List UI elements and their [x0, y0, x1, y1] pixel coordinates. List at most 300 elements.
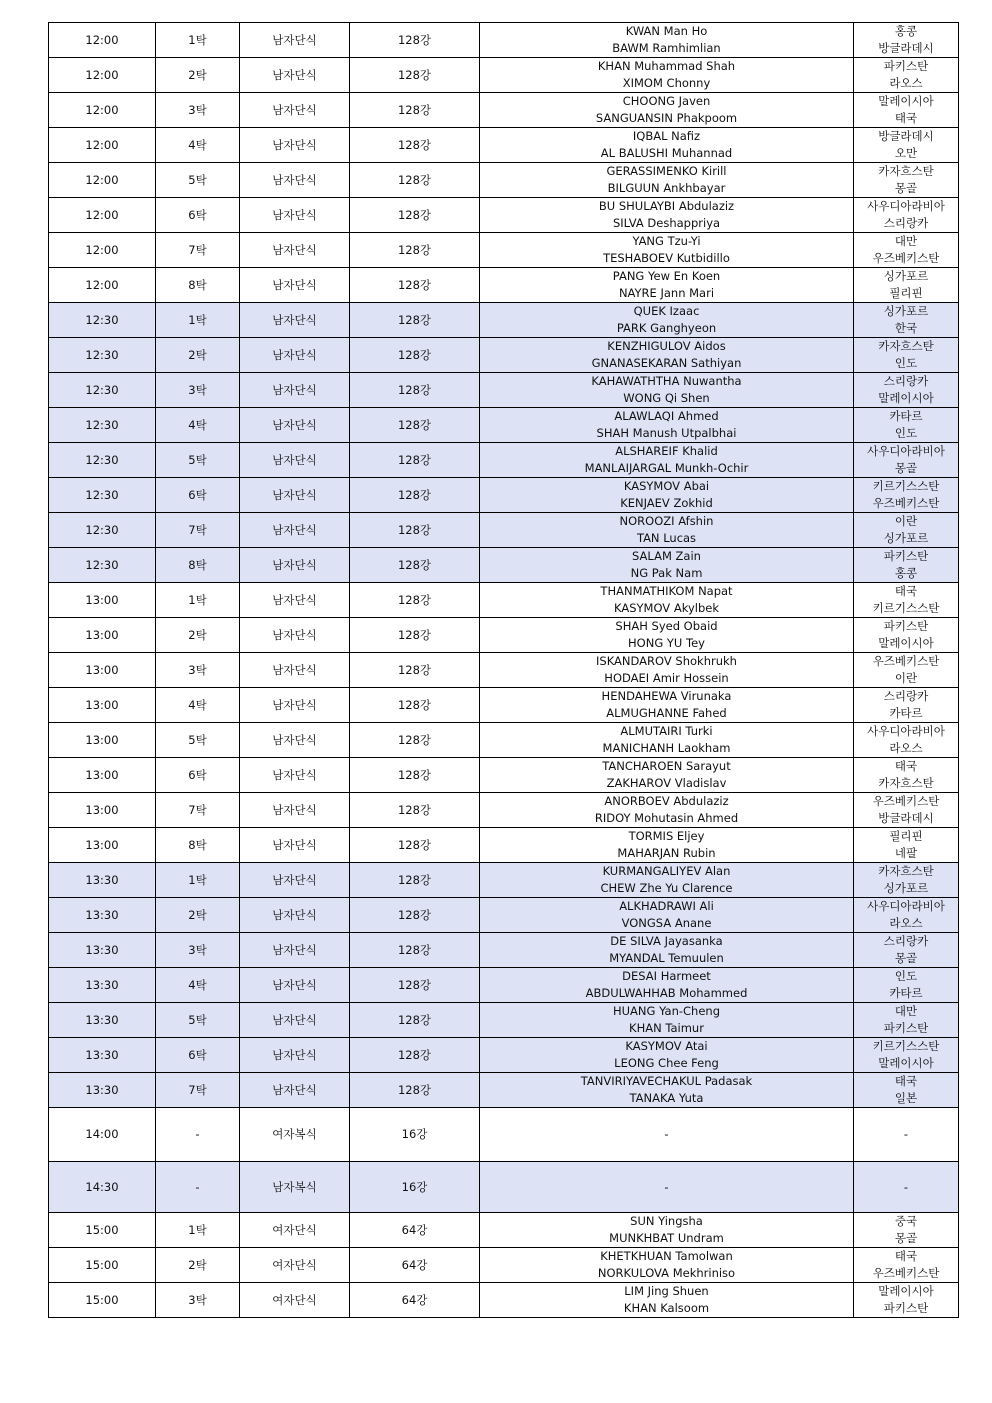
players-cell	[480, 723, 854, 758]
table-number-cell: 3탁	[156, 1283, 240, 1318]
time-cell: 14:30	[49, 1162, 156, 1213]
country-2: 태국	[894, 111, 918, 125]
time-cell: 12:30	[49, 513, 156, 548]
table-number-cell: 6탁	[156, 758, 240, 793]
country-1: 말레이시아	[878, 94, 934, 108]
player-2: RIDOY Mohutasin Ahmed	[594, 811, 739, 825]
round-cell: 128강	[350, 723, 480, 758]
player-2: NAYRE Jann Mari	[618, 286, 715, 300]
match-schedule-table	[48, 22, 959, 1318]
table-row	[49, 163, 959, 198]
country-2: 파키스탄	[883, 1021, 929, 1035]
table-number-cell: 5탁	[156, 163, 240, 198]
table-number-cell: 6탁	[156, 1038, 240, 1073]
table-row	[49, 968, 959, 1003]
round-cell: 128강	[350, 933, 480, 968]
table-number-cell: 2탁	[156, 58, 240, 93]
player-2: SHAH Manush Utpalbhai	[596, 426, 737, 440]
table-row	[49, 478, 959, 513]
player-2: KHAN Taimur	[629, 1021, 704, 1035]
country-1: 이란	[894, 514, 918, 528]
time-cell: 13:30	[49, 968, 156, 1003]
player-2: PARK Ganghyeon	[616, 321, 717, 335]
player-1: KASYMOV Atai	[625, 1039, 708, 1053]
player-1: KHETKHUAN Tamolwan	[600, 1249, 733, 1263]
event-cell: 여자단식	[240, 1213, 350, 1248]
time-cell: 13:00	[49, 723, 156, 758]
country-2: 몽골	[894, 951, 918, 965]
table-row	[49, 793, 959, 828]
player-1: BU SHULAYBI Abdulaziz	[598, 199, 735, 213]
table-number-cell: 5탁	[156, 443, 240, 478]
round-cell: 128강	[350, 1038, 480, 1073]
country-1: 사우디아라비아	[867, 724, 945, 738]
player-2: GNANASEKARAN Sathiyan	[591, 356, 742, 370]
countries-cell	[854, 408, 959, 443]
player-2: ZAKHAROV Vladislav	[606, 776, 727, 790]
event-cell: 남자복식	[240, 1162, 350, 1213]
table-number-cell: 1탁	[156, 303, 240, 338]
player-1: ALKHADRAWI Ali	[619, 899, 714, 913]
time-cell: 13:00	[49, 828, 156, 863]
player-2: NORKULOVA Mekhriniso	[597, 1266, 736, 1280]
event-cell: 남자단식	[240, 618, 350, 653]
player-2: LEONG Chee Feng	[614, 1056, 719, 1070]
player-2: SANGUANSIN Phakpoom	[595, 111, 738, 125]
country-2: 카자흐스탄	[878, 776, 934, 790]
country-1: 태국	[894, 1074, 918, 1088]
country-2: 필리핀	[889, 286, 923, 300]
country-1: 홍콩	[894, 24, 918, 38]
event-cell: 남자단식	[240, 933, 350, 968]
table-row	[49, 723, 959, 758]
player-2: MANLAIJARGAL Munkh-Ochir	[584, 461, 749, 475]
player-1: IQBAL Nafiz	[632, 129, 701, 143]
countries-cell	[854, 443, 959, 478]
country-1: 파키스탄	[883, 59, 929, 73]
countries-cell	[854, 338, 959, 373]
country-2: 라오스	[889, 916, 923, 930]
event-cell: 남자단식	[240, 863, 350, 898]
table-number-cell: 7탁	[156, 513, 240, 548]
time-cell: 12:30	[49, 443, 156, 478]
countries-cell	[854, 198, 959, 233]
players-cell	[480, 408, 854, 443]
countries-cell	[854, 303, 959, 338]
player-2: MANICHANH Laokham	[602, 741, 731, 755]
round-cell: 128강	[350, 1003, 480, 1038]
event-cell: 남자단식	[240, 1073, 350, 1108]
players-cell	[480, 443, 854, 478]
players-cell	[480, 758, 854, 793]
players-cell	[480, 968, 854, 1003]
event-cell: 남자단식	[240, 723, 350, 758]
round-cell: 16강	[350, 1108, 480, 1162]
country-1: 싱가포르	[883, 269, 929, 283]
country-1: 태국	[894, 584, 918, 598]
time-cell: 12:00	[49, 128, 156, 163]
round-cell: 128강	[350, 93, 480, 128]
table-row	[49, 1108, 959, 1162]
country-2: 라오스	[889, 76, 923, 90]
table-number-cell: 5탁	[156, 1003, 240, 1038]
country-2: 카타르	[889, 706, 923, 720]
time-cell: 13:30	[49, 863, 156, 898]
player-2: WONG Qi Shen	[623, 391, 710, 405]
event-cell: 남자단식	[240, 443, 350, 478]
event-cell: 남자단식	[240, 58, 350, 93]
table-row	[49, 443, 959, 478]
round-cell: 128강	[350, 128, 480, 163]
players-cell	[480, 1003, 854, 1038]
country-1: 스리랑카	[883, 934, 929, 948]
player-1: KURMANGALIYEV Alan	[602, 864, 731, 878]
countries-cell	[854, 23, 959, 58]
event-cell: 남자단식	[240, 23, 350, 58]
players-cell	[480, 1038, 854, 1073]
country-2: 말레이시아	[878, 1056, 934, 1070]
players-cell	[480, 583, 854, 618]
players-cell	[480, 1283, 854, 1318]
players-cell	[480, 58, 854, 93]
countries-cell	[854, 513, 959, 548]
round-cell: 128강	[350, 268, 480, 303]
players-cell	[480, 268, 854, 303]
country-1: 방글라데시	[878, 129, 934, 143]
table-number-cell: 3탁	[156, 93, 240, 128]
table-row	[49, 1213, 959, 1248]
player-1: QUEK Izaac	[633, 304, 700, 318]
round-cell: 128강	[350, 198, 480, 233]
players-cell	[480, 793, 854, 828]
time-cell: 12:30	[49, 303, 156, 338]
table-number-cell: 2탁	[156, 1248, 240, 1283]
table-row	[49, 233, 959, 268]
player-1: ALMUTAIRI Turki	[620, 724, 713, 738]
country-2: 오만	[894, 146, 918, 160]
round-cell: 128강	[350, 653, 480, 688]
players-cell	[480, 478, 854, 513]
table-number-cell: 4탁	[156, 688, 240, 723]
table-row	[49, 23, 959, 58]
country-1: 인도	[894, 969, 918, 983]
players-cell	[480, 233, 854, 268]
event-cell: 여자단식	[240, 1283, 350, 1318]
table-row	[49, 93, 959, 128]
players-cell	[480, 163, 854, 198]
player-2: ALMUGHANNE Fahed	[606, 706, 727, 720]
countries-cell	[854, 688, 959, 723]
table-row	[49, 1003, 959, 1038]
table-number-cell: 7탁	[156, 1073, 240, 1108]
country-1: 우즈베키스탄	[872, 654, 940, 668]
table-row	[49, 758, 959, 793]
player-1: HENDAHEWA Virunaka	[601, 689, 732, 703]
round-cell: 128강	[350, 898, 480, 933]
round-cell: 128강	[350, 548, 480, 583]
time-cell: 12:00	[49, 198, 156, 233]
round-cell: 128강	[350, 513, 480, 548]
time-cell: 13:30	[49, 1073, 156, 1108]
time-cell: 12:00	[49, 163, 156, 198]
countries-cell	[854, 1283, 959, 1318]
player-2: XIMOM Chonny	[622, 76, 711, 90]
country-1: 태국	[894, 1249, 918, 1263]
country-1: 말레이시아	[878, 1284, 934, 1298]
time-cell: 12:30	[49, 408, 156, 443]
time-cell: 13:00	[49, 758, 156, 793]
country-2: 우즈베키스탄	[872, 1266, 940, 1280]
table-row	[49, 548, 959, 583]
player-1: KASYMOV Abai	[623, 479, 710, 493]
country-1: 카타르	[889, 409, 923, 423]
country-2: 말레이시아	[878, 636, 934, 650]
round-cell: 128강	[350, 828, 480, 863]
table-row	[49, 58, 959, 93]
round-cell: 128강	[350, 793, 480, 828]
countries-cell	[854, 1073, 959, 1108]
time-cell: 13:00	[49, 793, 156, 828]
event-cell: 남자단식	[240, 793, 350, 828]
country-2: 싱가포르	[883, 531, 929, 545]
countries-cell	[854, 93, 959, 128]
player-2: BILGUUN Ankhbayar	[607, 181, 726, 195]
event-cell: 남자단식	[240, 1038, 350, 1073]
time-cell: 12:30	[49, 548, 156, 583]
country-1: 카자흐스탄	[878, 864, 934, 878]
event-cell: 남자단식	[240, 513, 350, 548]
event-cell: 남자단식	[240, 828, 350, 863]
event-cell: 여자복식	[240, 1108, 350, 1162]
players-cell	[480, 198, 854, 233]
country-1: 사우디아라비아	[867, 199, 945, 213]
country-2: 말레이시아	[878, 391, 934, 405]
players-cell	[480, 618, 854, 653]
country-2: 이란	[894, 671, 918, 685]
table-number-cell: -	[156, 1162, 240, 1213]
player-2: NG Pak Nam	[630, 566, 703, 580]
table-number-cell: 1탁	[156, 23, 240, 58]
event-cell: 남자단식	[240, 548, 350, 583]
round-cell: 128강	[350, 863, 480, 898]
player-placeholder: -	[664, 1127, 669, 1141]
player-2: AL BALUSHI Muhannad	[600, 146, 733, 160]
player-placeholder: -	[664, 1179, 669, 1194]
player-2: KHAN Kalsoom	[623, 1301, 710, 1315]
country-2: 일본	[894, 1091, 918, 1105]
round-cell: 128강	[350, 58, 480, 93]
country-1: 대만	[894, 234, 918, 248]
round-cell: 128강	[350, 583, 480, 618]
player-2: HONG YU Tey	[628, 636, 705, 650]
event-cell: 남자단식	[240, 233, 350, 268]
countries-cell	[854, 793, 959, 828]
countries-cell	[854, 1038, 959, 1073]
countries-cell	[854, 548, 959, 583]
players-cell	[480, 1248, 854, 1283]
table-row	[49, 863, 959, 898]
event-cell: 남자단식	[240, 583, 350, 618]
round-cell: 128강	[350, 233, 480, 268]
event-cell: 남자단식	[240, 408, 350, 443]
countries-cell	[854, 828, 959, 863]
round-cell: 128강	[350, 373, 480, 408]
table-number-cell: 8탁	[156, 828, 240, 863]
country-1: 태국	[894, 759, 918, 773]
table-row	[49, 1248, 959, 1283]
time-cell: 12:00	[49, 23, 156, 58]
country-2: 방글라데시	[878, 41, 934, 55]
country-1: 사우디아라비아	[867, 444, 945, 458]
event-cell: 남자단식	[240, 688, 350, 723]
time-cell: 13:30	[49, 933, 156, 968]
time-cell: 13:00	[49, 618, 156, 653]
table-row	[49, 1073, 959, 1108]
event-cell: 남자단식	[240, 198, 350, 233]
event-cell: 남자단식	[240, 338, 350, 373]
players-cell	[480, 828, 854, 863]
country-2: 인도	[894, 426, 918, 440]
player-2: TAN Lucas	[636, 531, 697, 545]
player-1: ALSHAREIF Khalid	[615, 444, 718, 458]
countries-cell	[854, 233, 959, 268]
players-cell	[480, 23, 854, 58]
table-number-cell: 4탁	[156, 408, 240, 443]
players-cell	[480, 338, 854, 373]
players-cell	[480, 653, 854, 688]
player-1: LIM Jing Shuen	[624, 1284, 709, 1298]
country-placeholder: -	[903, 1179, 909, 1194]
player-2: VONGSA Anane	[621, 916, 712, 930]
country-1: 필리핀	[889, 829, 923, 843]
country-1: 스리랑카	[883, 689, 929, 703]
countries-cell	[854, 1162, 959, 1213]
player-1: GERASSIMENKO Kirill	[606, 164, 727, 178]
country-2: 방글라데시	[878, 811, 934, 825]
time-cell: 13:30	[49, 1003, 156, 1038]
time-cell: 12:00	[49, 58, 156, 93]
player-1: THANMATHIKOM Napat	[600, 584, 733, 598]
table-row	[49, 408, 959, 443]
player-1: YANG Tzu-Yi	[632, 234, 701, 248]
country-1: 파키스탄	[883, 549, 929, 563]
round-cell: 128강	[350, 758, 480, 793]
player-1: DE SILVA Jayasanka	[610, 934, 723, 948]
round-cell: 128강	[350, 688, 480, 723]
table-number-cell: 7탁	[156, 233, 240, 268]
round-cell: 64강	[350, 1213, 480, 1248]
country-2: 몽골	[894, 181, 918, 195]
round-cell: 128강	[350, 1073, 480, 1108]
player-1: SHAH Syed Obaid	[615, 619, 718, 633]
player-1: SALAM Zain	[632, 549, 701, 563]
player-2: MYANDAL Temuulen	[609, 951, 724, 965]
table-number-cell: 4탁	[156, 128, 240, 163]
player-2: BAWM Ramhimlian	[612, 41, 721, 55]
table-number-cell: 7탁	[156, 793, 240, 828]
time-cell: 12:30	[49, 373, 156, 408]
players-cell	[480, 513, 854, 548]
country-1: 스리랑카	[883, 374, 929, 388]
countries-cell	[854, 968, 959, 1003]
country-1: 우즈베키스탄	[872, 794, 940, 808]
time-cell: 12:00	[49, 268, 156, 303]
country-2: 키르기스스탄	[872, 601, 940, 615]
table-row	[49, 513, 959, 548]
table-number-cell: 4탁	[156, 968, 240, 1003]
table-row	[49, 688, 959, 723]
countries-cell	[854, 1213, 959, 1248]
players-cell	[480, 548, 854, 583]
event-cell: 남자단식	[240, 898, 350, 933]
countries-cell	[854, 268, 959, 303]
countries-cell	[854, 758, 959, 793]
table-row	[49, 618, 959, 653]
players-cell	[480, 1073, 854, 1108]
table-number-cell: 1탁	[156, 863, 240, 898]
country-2: 홍콩	[894, 566, 918, 580]
country-1: 키르기스스탄	[872, 479, 940, 493]
players-cell	[480, 303, 854, 338]
players-cell	[480, 933, 854, 968]
time-cell: 15:00	[49, 1248, 156, 1283]
round-cell: 128강	[350, 338, 480, 373]
round-cell: 128강	[350, 23, 480, 58]
table-row	[49, 1038, 959, 1073]
time-cell: 12:00	[49, 93, 156, 128]
table-row	[49, 1162, 959, 1213]
countries-cell	[854, 58, 959, 93]
table-number-cell: 3탁	[156, 653, 240, 688]
time-cell: 15:00	[49, 1283, 156, 1318]
country-1: 사우디아라비아	[867, 899, 945, 913]
table-number-cell: 2탁	[156, 898, 240, 933]
player-1: KENZHIGULOV Aidos	[607, 339, 726, 353]
event-cell: 남자단식	[240, 303, 350, 338]
round-cell: 128강	[350, 968, 480, 1003]
country-1: 카자흐스탄	[878, 164, 934, 178]
country-2: 한국	[894, 321, 918, 335]
players-cell	[480, 1213, 854, 1248]
country-1: 키르기스스탄	[872, 1039, 940, 1053]
table-row	[49, 128, 959, 163]
table-number-cell: 8탁	[156, 548, 240, 583]
player-2: SILVA Deshappriya	[612, 216, 721, 230]
countries-cell	[854, 1108, 959, 1162]
round-cell: 64강	[350, 1283, 480, 1318]
table-row	[49, 268, 959, 303]
country-1: 카자흐스탄	[878, 339, 934, 353]
table-number-cell: 3탁	[156, 373, 240, 408]
event-cell: 남자단식	[240, 163, 350, 198]
time-cell: 13:00	[49, 653, 156, 688]
table-row	[49, 198, 959, 233]
country-2: 라오스	[889, 741, 923, 755]
event-cell: 남자단식	[240, 1003, 350, 1038]
event-cell: 남자단식	[240, 373, 350, 408]
event-cell: 남자단식	[240, 653, 350, 688]
country-2: 우즈베키스탄	[872, 496, 940, 510]
player-1: PANG Yew En Koen	[612, 269, 721, 283]
time-cell: 13:00	[49, 688, 156, 723]
country-2: 몽골	[894, 461, 918, 475]
table-row	[49, 1283, 959, 1318]
table-number-cell: 3탁	[156, 933, 240, 968]
countries-cell	[854, 863, 959, 898]
player-1: ANORBOEV Abdulaziz	[604, 794, 729, 808]
player-1: TORMIS Eljey	[628, 829, 705, 843]
player-1: ISKANDAROV Shokhrukh	[596, 654, 737, 668]
